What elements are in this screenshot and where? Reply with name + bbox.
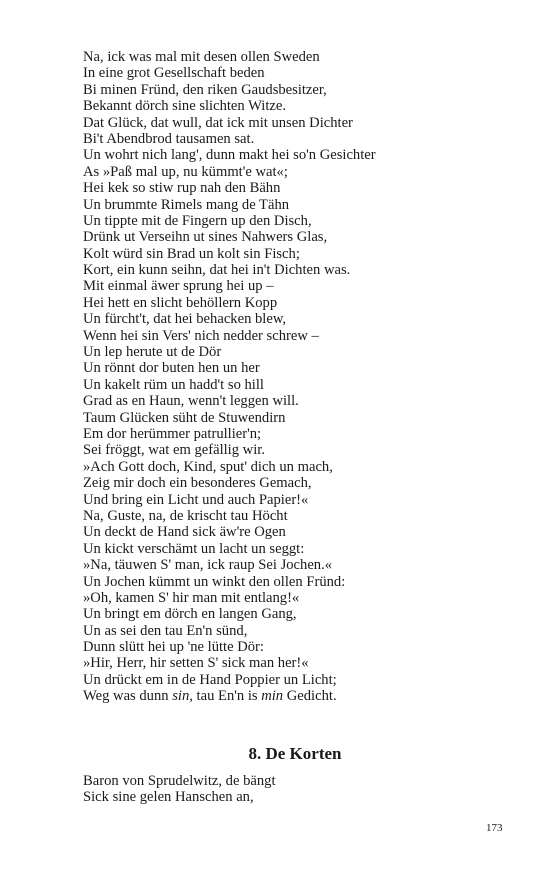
last-line-italic: sin, — [172, 688, 193, 705]
poem-line: Un brummte Rimels mang de Tähn — [83, 196, 290, 213]
poem-line: Un fürcht't, dat hei behacken blew, — [83, 311, 287, 328]
poem-line: Dunn slütt hei up 'ne lütte Dör: — [83, 639, 264, 656]
section-heading: 8. De Korten — [248, 744, 342, 763]
poem-line: »Na, täuwen S' man, ick raup Sei Jochen.« — [83, 557, 333, 574]
last-line-italic: min — [261, 688, 284, 705]
poem-line: Baron von Sprudelwitz, de bängt — [83, 773, 276, 789]
poem-line: »Oh, kamen S' hir man mit entlang!« — [83, 589, 300, 606]
poem-line: In eine grot Gesellschaft beden — [83, 65, 265, 82]
poem-line: Zeig mir doch ein besonderes Gemach, — [83, 475, 312, 492]
poem-line: Na, ick was mal mit desen ollen Sweden — [83, 49, 320, 65]
last-line-part: Weg was dunn — [83, 688, 173, 705]
poem-line: Un kickt verschämt un lacht un seggt: — [83, 540, 305, 557]
poem-line: Em dor herümmer patrullier'n; — [83, 425, 262, 442]
poem-line: Kort, ein kunn seihn, dat hei in't Dichten was. — [83, 262, 351, 279]
poem-line: Un bringt em dörch en langen Gang, — [83, 606, 297, 623]
poem-line: Grad as en Haun, wenn't leggen will. — [83, 393, 299, 410]
poem-line: Na, Guste, na, de krischt tau Höcht — [83, 507, 288, 524]
poem-line: Un drückt em in de Hand Poppier un Licht; — [83, 671, 337, 688]
poem-line: Un lep herute ut de Dör — [83, 344, 222, 361]
poem-line: Und bring ein Licht und auch Papier!« — [83, 491, 309, 508]
poem-line: Mit einmal äwer sprung hei up – — [83, 278, 274, 295]
poem-line: Sei fröggt, wat em gefällig wir. — [83, 442, 265, 459]
page-number: 173 — [486, 822, 503, 834]
poem-line: Sick sine gelen Hanschen an, — [83, 789, 254, 806]
poem-line: Hei kek so stiw rup nah den Bähn — [83, 180, 281, 197]
poem-line: Un rönnt dor buten hen un her — [83, 360, 260, 377]
poem-text — [83, 49, 523, 705]
last-line-part: tau En'n is — [192, 688, 262, 705]
poem-line: Un wohrt nich lang', dunn makt hei so'n Gesichter — [83, 147, 376, 164]
poem-last-line — [83, 688, 523, 704]
poem-line: Taum Glücken süht de Stuwendirn — [83, 409, 286, 426]
poem-line: »Hir, Herr, hir setten S' sick man her!« — [83, 655, 309, 672]
last-line-part: Gedicht. — [283, 688, 337, 705]
poem-line: Dat Glück, dat wull, dat ick mit unsen Dichter — [83, 114, 353, 131]
poem-line: Bi't Abendbrod tausamen sat. — [83, 130, 255, 147]
poem-line: Un tippte mit de Fingern up den Disch, — [83, 212, 312, 229]
poem-line: As »Paß mal up, nu kümmt'e wat«; — [83, 163, 288, 180]
section-text — [83, 773, 523, 806]
poem-line: »Ach Gott doch, Kind, sput' dich un mach, — [83, 458, 333, 475]
poem-line: Hei hett en slicht behöllern Kopp — [83, 294, 278, 311]
poem-line: Un deckt de Hand sick äw're Ogen — [83, 524, 286, 541]
poem-line: Un kakelt rüm un hadd't so hill — [83, 376, 264, 393]
poem-line: Kolt würd sin Brad un kolt sin Fisch; — [83, 245, 300, 262]
poem-line: Bi minen Fründ, den riken Gaudsbesitzer, — [83, 81, 327, 98]
poem-line: Un Jochen kümmt un winkt den ollen Fründ: — [83, 573, 346, 590]
poem-line: Bekannt dörch sine slichten Witze. — [83, 98, 286, 115]
poem-line: Drünk ut Verseihn ut sines Nahwers Glas, — [83, 229, 328, 246]
poem-line: Un as sei den tau En'n sünd, — [83, 622, 248, 639]
poem-line: Wenn hei sin Vers' nich nedder schrew – — [83, 327, 319, 344]
